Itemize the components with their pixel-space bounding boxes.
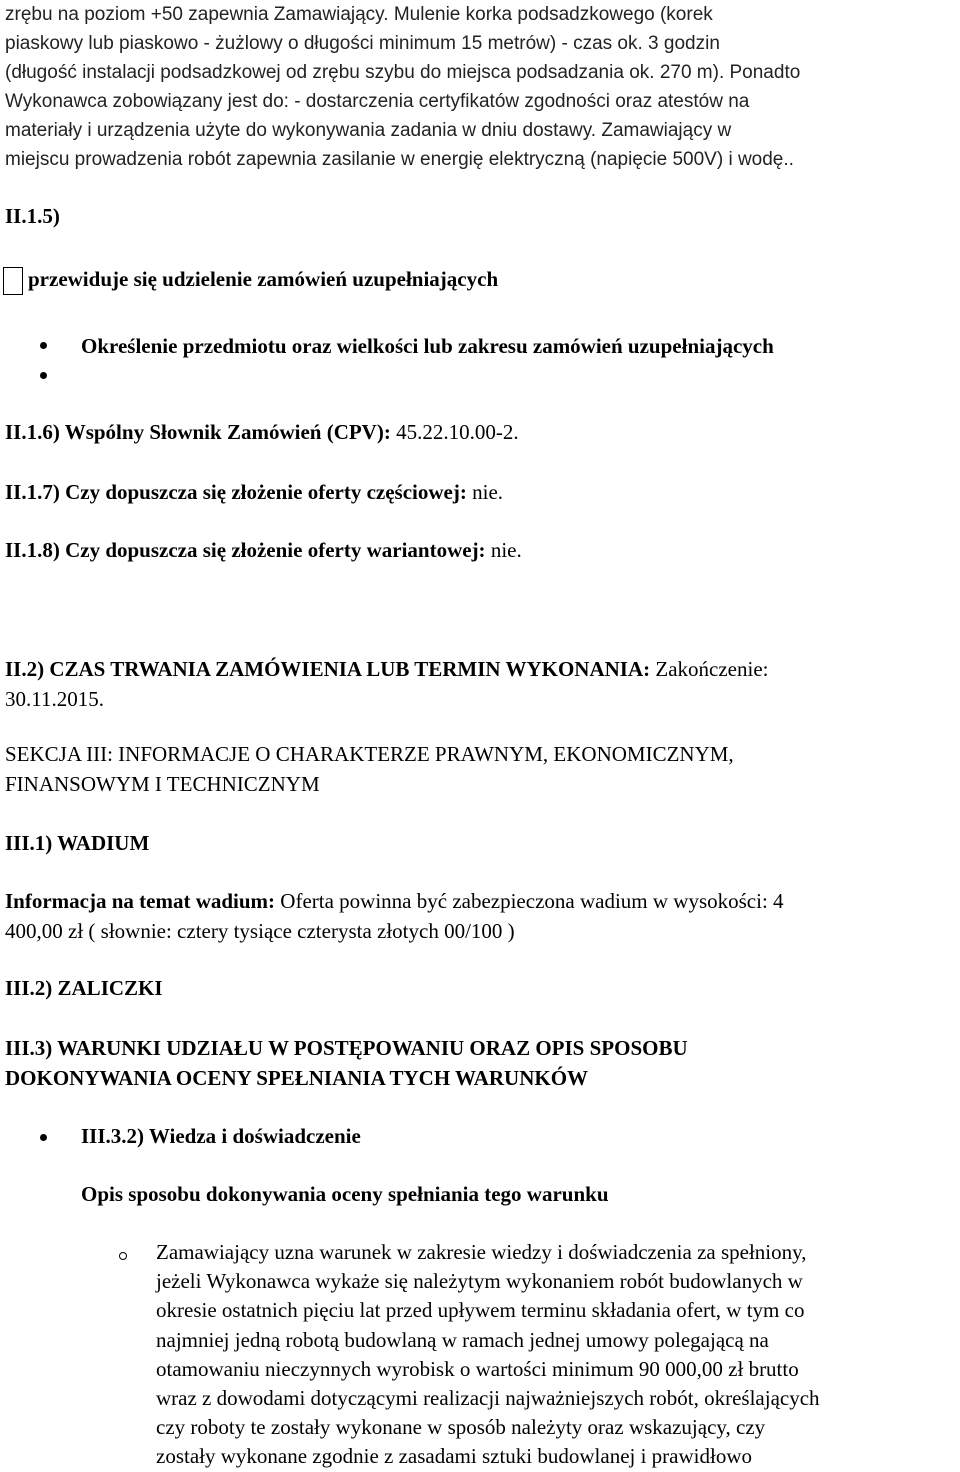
intro-line: Wykonawca zobowiązany jest do: - dostarczenia certyfikatów zgodności oraz atestów na xyxy=(5,91,750,112)
warunki-line: III.3) WARUNKI UDZIAŁU W POSTĘPOWANIU ORAZ OPIS SPOSOBU xyxy=(5,1036,688,1060)
intro-line: (długość instalacji podsadzkowej od zrębu szybu do miejsca podsadzania ok. 270 m). Ponadto xyxy=(5,62,801,83)
section-heading-ii-1-5: II.1.5) xyxy=(5,204,60,228)
condition-line: zostały wykonane zgodnie z zasadami sztuki budowlanej i prawidłowo xyxy=(156,1444,752,1469)
condition-line: jeżeli Wykonawca wykaże się należytym wykonaniem robót budowlanych w xyxy=(156,1269,803,1294)
section-iii-title xyxy=(5,739,955,799)
wiedza-heading: III.3.2) Wiedza i doświadczenie xyxy=(81,1124,361,1148)
duration-block xyxy=(5,654,955,714)
duration-value: Zakończenie: xyxy=(655,657,769,681)
warunki-heading xyxy=(5,1033,955,1093)
partial-offer-row xyxy=(5,477,503,507)
bullet-dot xyxy=(40,342,47,349)
list-item-subject: Określenie przedmiotu oraz wielkości lub zakresu zamówień uzupełniających xyxy=(81,334,774,358)
condition-line: najmniej jedną robotą budowlaną w ramach jednej umowy polegającą na xyxy=(156,1327,769,1352)
wadium-info xyxy=(5,886,955,946)
variant-offer-row xyxy=(5,535,522,565)
cpv-value: 45.22.10.00-2. xyxy=(396,420,519,444)
intro-line: materiały i urządzenia użyte do wykonywania zadania w dniu dostawy. Zamawiający w xyxy=(5,120,732,141)
intro-line: zrębu na poziom +50 zapewnia Zamawiający. Mulenie korka podsadzkowego (korek xyxy=(5,4,713,25)
bullet-dot xyxy=(40,372,47,379)
wadium-label: Informacja na temat wadium: xyxy=(5,889,276,913)
opis-heading: Opis sposobu dokonywania oceny spełniania tego warunku xyxy=(81,1182,609,1206)
wadium-text: Oferta powinna być zabezpieczona wadium w wysokości: 4 xyxy=(280,889,784,913)
section-iii-line: SEKCJA III: INFORMACJE O CHARAKTERZE PRAWNYM, EKONOMICZNYM, xyxy=(5,742,734,766)
checkbox[interactable] xyxy=(3,267,23,295)
checkbox-row xyxy=(3,264,498,295)
wadium-heading: III.1) WADIUM xyxy=(5,831,150,855)
intro-line: piaskowy lub piaskowo - żużlowy o długości minimum 15 metrów) - czas ok. 3 godzin xyxy=(5,33,720,54)
zaliczki-heading: III.2) ZALICZKI xyxy=(5,976,163,1000)
checkbox-label: przewiduje się udzielenie zamówień uzupełniających xyxy=(28,267,499,291)
condition-line: czy roboty te zostały wykonane w sposób należyty oraz wskazujący, czy xyxy=(156,1415,766,1440)
wadium-text-cont: 400,00 zł ( słownie: cztery tysiące czterysta złotych 00/100 ) xyxy=(5,919,515,943)
sub-bullet-circle xyxy=(119,1252,127,1260)
duration-label: II.2) CZAS TRWANIA ZAMÓWIENIA LUB TERMIN WYKONANIA: xyxy=(5,657,651,681)
intro-paragraph xyxy=(5,0,957,174)
partial-offer-label: II.1.7) Czy dopuszcza się złożenie oferty częściowej: xyxy=(5,480,467,504)
condition-paragraph xyxy=(156,1238,956,1472)
condition-line: Zamawiający uzna warunek w zakresie wiedzy i doświadczenia za spełniony, xyxy=(156,1240,807,1264)
intro-line: miejscu prowadzenia robót zapewnia zasilanie w energię elektryczną (napięcie 500V) i wodę.. xyxy=(5,149,794,170)
condition-line: otamowaniu nieczynnych wyrobisk o wartości minimum 90 000,00 zł brutto xyxy=(156,1356,799,1381)
partial-offer-value: nie. xyxy=(472,480,504,504)
cpv-label: II.1.6) Wspólny Słownik Zamówień (CPV): xyxy=(5,420,391,444)
variant-offer-label: II.1.8) Czy dopuszcza się złożenie oferty wariantowej: xyxy=(5,538,486,562)
variant-offer-value: nie. xyxy=(490,538,522,562)
warunki-line: DOKONYWANIA OCENY SPEŁNIANIA TYCH WARUNKÓW xyxy=(5,1066,589,1090)
duration-date: 30.11.2015. xyxy=(5,687,104,711)
cpv-row xyxy=(5,417,519,447)
section-iii-line: FINANSOWYM I TECHNICZNYM xyxy=(5,772,320,796)
condition-line: wraz z dowodami dotyczącymi realizacji najważniejszych robót, określających xyxy=(156,1386,820,1411)
condition-line: okresie ostatnich pięciu lat przed upływem terminu składania ofert, w tym co xyxy=(156,1298,805,1323)
bullet-dot xyxy=(40,1134,47,1141)
